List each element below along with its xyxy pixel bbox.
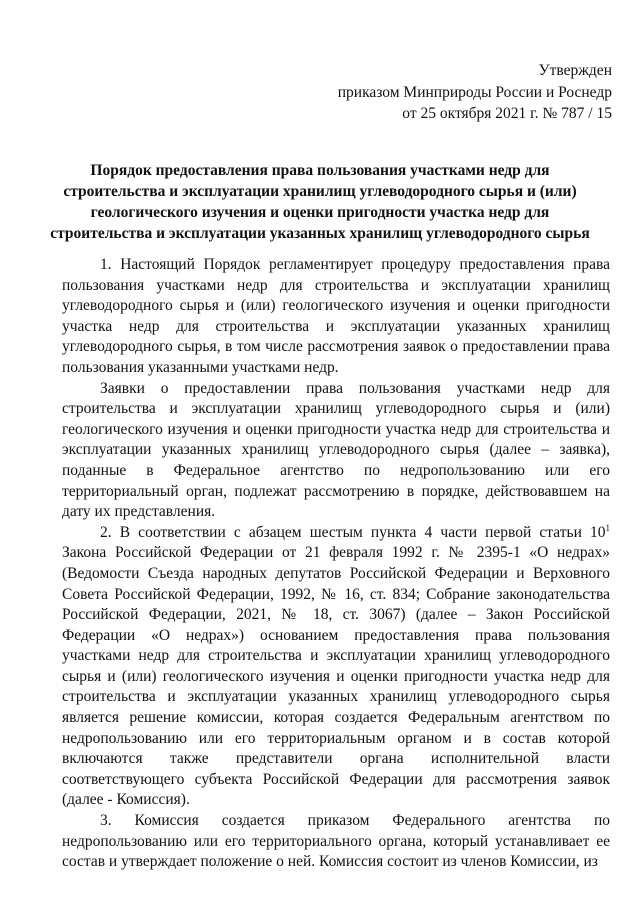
paragraph-3-start: 2. В соответствии с абзацем шестым пункта 4 части первой статьи 10 (100, 523, 606, 541)
paragraph-1: 1. Настоящий Порядок регламентирует процедуру предоставления права пользования участками недр для строительства и эксплуатации хранилищ углеводородного сырья и (или) геологического изучения и оценки пригодности участка недр для строительства и эксплуатации указанных хранилищ углеводородного сырья, в том числе рассмотрения заявок о предоставлении права пользования указанными участками недр. (62, 256, 610, 376)
paragraph-2: Заявки о предоставлении права пользования участками недр для строительства и эксплуатации хранилищ углеводородного сырья и (или) геологического изучения и оценки пригодности участка недр для строительства и эксплуатации указанных хранилищ углеводородного сырья (далее – заявка), поданные в Федеральное агентство по недропользованию или его территориальный орган, подлежат рассмотрению в порядке, действовавшем на дату их представления. (62, 379, 610, 521)
title-line-3: геологического изучения и оценки пригодности участка недр для (90, 204, 550, 221)
paragraph-4: 3. Комиссия создается приказом Федерального агентства по недропользованию или его территориального органа, который устанавливает ее состав и утверждает положение о ней. Комиссия состоит из членов Комиссии, из (62, 812, 610, 871)
title-line-4: строительства и эксплуатации указанных хранилищ углеводородного сырья (50, 225, 590, 242)
title-line-1: Порядок предоставления права пользования участками недр для (90, 162, 550, 179)
document-title (50, 160, 590, 244)
paragraph-3-rest: Закона Российской Федерации от 21 февраля 1992 г. № 2395-1 «О недрах» (Ведомости Съезда народных депутатов Российской Федерации и Верховного Совета Российской Федерации, 1992, № 16, ст. 834; Собрание законодательства Российской Федерации, 2021, № 18, ст. 3067) (далее – Закон Российской Федерации «О недрах») основанием предоставления права пользования участками недр для строительства и эксплуатации хранилищ углеводородного сырья и (или) геологического изучения и оценки пригодности участка недр для строительства и эксплуатации указанных хранилищ углеводородного сырья является решение комиссии, которая создается Федеральным агентством по недропользованию или его территориальным органом и в состав которой включаются также представители органа исполнительной власти соответствующего субъекта Российской Федерации для рассмотрения заявок (далее - Комиссия). (62, 544, 610, 809)
paragraph-3 (62, 523, 610, 811)
approval-line-1: Утвержден (538, 62, 612, 79)
approval-line-2: приказом Минприроды России и Роснедр (337, 83, 612, 101)
approval-line-3: от 25 октября 2021 г. № 787 / 15 (402, 105, 612, 122)
title-line-2: строительства и эксплуатации хранилищ углеводородного сырья и (или) (63, 183, 577, 200)
approval-block (338, 60, 612, 125)
article-superscript: 1 (605, 522, 610, 533)
document-body (62, 255, 610, 873)
